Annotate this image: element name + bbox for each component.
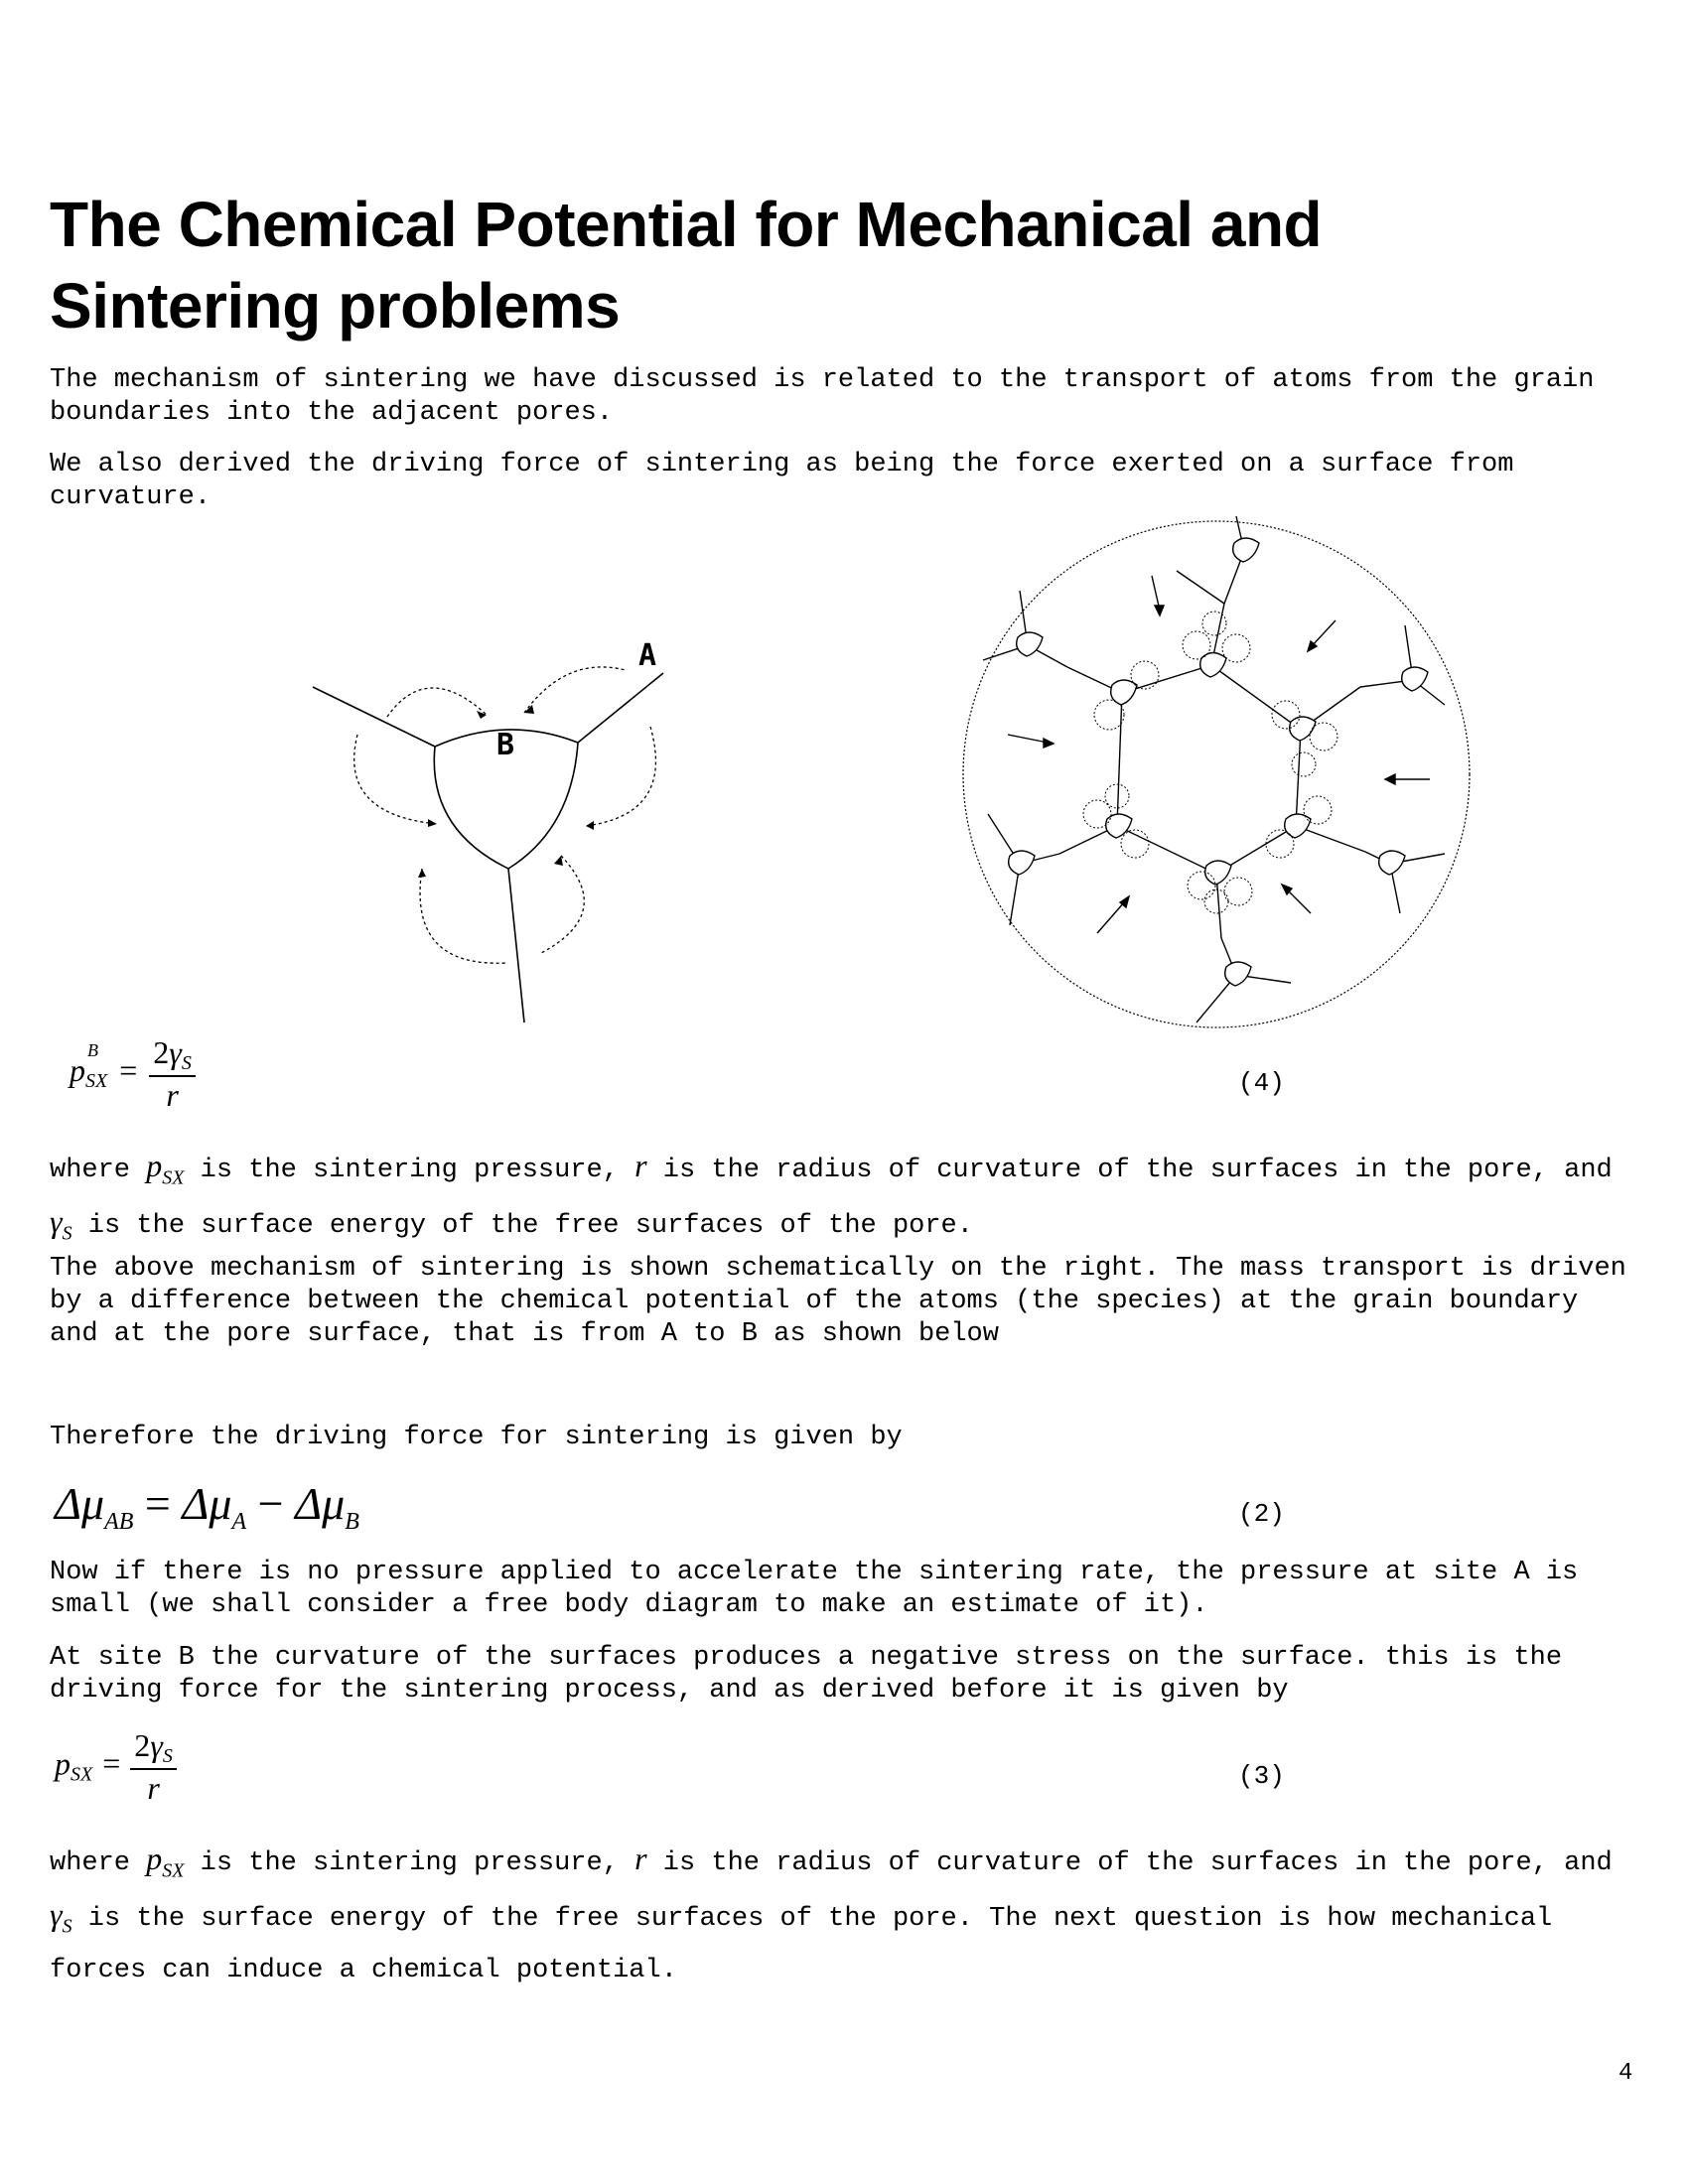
superscript-B: B: [87, 1040, 98, 1061]
symbol-gamma: γ: [169, 1034, 182, 1070]
equation-number-3: (3): [1238, 1761, 1285, 1791]
paragraph-intro: The mechanism of sintering we have discussed is related to the transport of atoms from the grain boundaries into the adjacent pores.: [50, 365, 1595, 428]
paragraph-site-A: Now if there is no pressure applied to accelerate the sintering rate, the pressure at site A is small (we shall consider a free body diagram to make an estimate of it).: [50, 1558, 1579, 1620]
pore-junction-figure: [298, 615, 695, 1032]
equation-2: $\Delta\mu_{AB} = \Delta\mu_A - \Delta\mu_B$: [55, 1478, 359, 1536]
symbol-p: p: [70, 1052, 85, 1089]
numerator-2: 2: [153, 1034, 170, 1070]
denominator-r: r: [166, 1077, 179, 1113]
subscript-S: S: [181, 1052, 192, 1074]
paragraph-driving-force: We also derived the driving force of sintering as being the force exerted on a surface from curvature.: [50, 450, 1514, 512]
equation-4: [70, 1034, 196, 1114]
equation-3: pSX = $\frac{2\gamma S}{r}$: [55, 1727, 177, 1807]
paragraph-where-2: where $p_{SX}$ is the sintering pressure, r is the radius of curvature of the surfaces in the pore, and $\gamma_S$ is the surface energy of the free surfaces of the pore. The next question is how mechanical forces can induce a chemical potential.: [50, 1841, 1613, 1985]
figure-label-B: B: [496, 728, 515, 762]
equals-sign: =: [119, 1052, 138, 1089]
paragraph-where-1: where $p_{SX}$ is the sintering pressure, r is the radius of curvature of the surfaces in the pore, and $\gamma_S$ is the surface energy of the free surfaces of the pore.: [50, 1148, 1613, 1245]
page-number: 4: [1618, 2060, 1633, 2087]
paragraph-therefore: Therefore the driving force for sintering is given by: [50, 1423, 903, 1452]
subscript-SX: SX: [85, 1070, 108, 1093]
paragraph-site-B: At site B the curvature of the surfaces produces a negative stress on the surface. this is the driving force for the sintering process, and as derived before it is given by: [50, 1643, 1563, 1706]
equation-number-4: (4): [1238, 1068, 1285, 1098]
grain-ring-figure: [948, 516, 1484, 1032]
page-title: The Chemical Potential for Mechanical and Sintering problems: [50, 189, 1323, 341]
equation-number-2: (2): [1238, 1499, 1285, 1529]
figure-label-A: A: [638, 638, 657, 673]
paragraph-mechanism: The above mechanism of sintering is shown schematically on the right. The mass transport is driven by a difference between the chemical potential of the atoms (the species) at the grain boundary and at the pore surface, that is from A to B as shown below: [50, 1254, 1626, 1349]
